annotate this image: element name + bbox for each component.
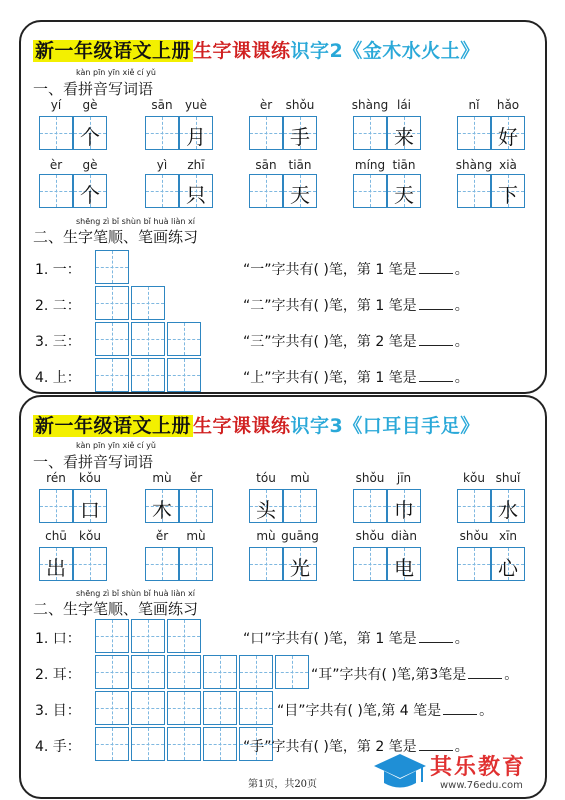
box-character: 月 [186, 125, 206, 149]
question-text: “二”字共有( )笔，第 1 笔是 [243, 298, 417, 314]
pinyin-1: kǒu [463, 471, 485, 485]
box-character: 天 [290, 183, 310, 207]
pinyin-1: yì [156, 158, 168, 172]
writing-box[interactable] [73, 174, 107, 208]
writing-box[interactable] [249, 547, 283, 581]
writing-box[interactable] [387, 489, 421, 523]
stroke-box[interactable] [131, 322, 165, 356]
pinyin-2: mù [290, 471, 310, 485]
writing-box[interactable] [353, 547, 387, 581]
pinyin-1: shǒu [459, 529, 489, 543]
stroke-question [243, 628, 469, 648]
stroke-question [277, 700, 493, 720]
section1-heading: 一、看拼音写词语 [33, 80, 154, 98]
writing-box[interactable] [145, 174, 179, 208]
writing-box[interactable] [73, 489, 107, 523]
pinyin-1: mù [152, 471, 172, 485]
pinyin-2: shǒu [285, 98, 315, 112]
writing-box[interactable] [145, 116, 179, 150]
section1-heading: 一、看拼音写词语 [33, 453, 154, 471]
question-end: 。 [454, 739, 469, 755]
writing-box[interactable] [249, 116, 283, 150]
answer-blank[interactable] [468, 678, 502, 679]
stroke-box[interactable] [167, 619, 201, 653]
stroke-box[interactable] [95, 322, 129, 356]
stroke-box[interactable] [131, 286, 165, 320]
writing-box[interactable] [179, 116, 213, 150]
writing-box[interactable] [283, 489, 317, 523]
box-character: 心 [498, 556, 518, 580]
writing-box[interactable] [457, 116, 491, 150]
stroke-box[interactable] [167, 655, 201, 689]
box-character: 天 [394, 183, 414, 207]
pinyin-2: tiān [288, 158, 312, 172]
question-text: “手”字共有( )笔，第 2 笔是 [243, 739, 417, 755]
writing-box[interactable] [353, 174, 387, 208]
stroke-label: 1. 口： [35, 631, 81, 647]
stroke-label: 4. 手： [35, 739, 81, 755]
stroke-box[interactable] [95, 358, 129, 392]
pinyin-1: nǐ [468, 98, 480, 112]
pinyin-1: shǒu [355, 471, 385, 485]
section1-pinyin: kàn pīn yīn xiě cí yǔ [76, 68, 156, 77]
stroke-box[interactable] [95, 727, 129, 761]
page-footer: 第1页，共20页 [247, 779, 318, 790]
question-end: 。 [479, 703, 494, 719]
worksheet-card-2 [19, 395, 547, 799]
pinyin-1: shàng [455, 158, 493, 172]
question-end: 。 [454, 370, 469, 386]
stroke-box[interactable] [95, 250, 129, 284]
question-text: “三”字共有( )笔，第 2 笔是 [243, 334, 417, 350]
pinyin-2: mù [186, 529, 206, 543]
stroke-box[interactable] [131, 619, 165, 653]
pinyin-2: tiān [392, 158, 416, 172]
answer-blank[interactable] [419, 381, 453, 382]
writing-box[interactable] [145, 547, 179, 581]
writing-box[interactable] [179, 174, 213, 208]
answer-blank[interactable] [419, 345, 453, 346]
title-lesson: 识字3《口耳目手足》 [290, 415, 480, 437]
writing-box[interactable] [73, 116, 107, 150]
writing-box[interactable] [179, 489, 213, 523]
section1-pinyin: kàn pīn yīn xiě cí yǔ [76, 441, 156, 450]
pinyin-1: shàng [351, 98, 389, 112]
pinyin-1: rén [46, 471, 66, 485]
question-text: “目”字共有( )笔,第 4 笔是 [277, 703, 442, 719]
title-grade: 新一年级语文上册 [35, 40, 192, 62]
title-practice: 生字课课练 [193, 415, 291, 437]
box-character: 水 [498, 498, 518, 522]
stroke-box[interactable] [239, 655, 273, 689]
stroke-label: 3. 三： [35, 334, 81, 350]
pinyin-2: shuǐ [495, 471, 521, 485]
stroke-box[interactable] [167, 358, 201, 392]
answer-blank[interactable] [419, 309, 453, 310]
worksheet-card-1 [19, 20, 547, 394]
writing-box[interactable] [457, 489, 491, 523]
writing-box[interactable] [491, 174, 525, 208]
box-character: 口 [80, 498, 100, 522]
stroke-question [311, 664, 518, 684]
box-character: 个 [80, 125, 100, 149]
pinyin-1: èr [259, 98, 273, 112]
pinyin-1: tóu [256, 471, 276, 485]
pinyin-1: mù [256, 529, 276, 543]
answer-blank[interactable] [419, 273, 453, 274]
box-character: 个 [80, 183, 100, 207]
brand-name: 其乐教育 [430, 755, 527, 780]
box-character: 来 [394, 125, 414, 149]
box-character: 出 [46, 556, 66, 580]
stroke-box[interactable] [167, 727, 201, 761]
writing-box[interactable] [179, 547, 213, 581]
card-title [33, 411, 480, 439]
writing-box[interactable] [249, 174, 283, 208]
box-character: 只 [186, 183, 206, 207]
writing-box[interactable] [39, 116, 73, 150]
answer-blank[interactable] [419, 642, 453, 643]
stroke-box[interactable] [95, 286, 129, 320]
writing-box[interactable] [283, 547, 317, 581]
stroke-box[interactable] [131, 727, 165, 761]
pinyin-2: zhī [187, 158, 205, 172]
box-character: 手 [290, 125, 310, 149]
writing-box[interactable] [73, 547, 107, 581]
pinyin-2: kǒu [79, 529, 101, 543]
stroke-label: 1. 一： [35, 262, 81, 278]
box-character: 头 [256, 498, 276, 522]
stroke-label: 2. 二： [35, 298, 81, 314]
section2-heading: 二、生字笔顺、笔画练习 [33, 600, 199, 618]
stroke-box[interactable] [95, 655, 129, 689]
stroke-box[interactable] [167, 322, 201, 356]
box-character: 电 [394, 556, 414, 580]
stroke-question [243, 367, 469, 387]
section2-pinyin: shēng zì bǐ shùn bǐ huà liàn xí [76, 589, 195, 598]
pinyin-2: xīn [498, 529, 518, 543]
stroke-label: 3. 目： [35, 703, 81, 719]
pinyin-2: kǒu [79, 471, 101, 485]
writing-box[interactable] [491, 547, 525, 581]
writing-box[interactable] [283, 174, 317, 208]
pinyin-2: jīn [396, 471, 412, 485]
stroke-label: 2. 耳： [35, 667, 81, 683]
box-character: 下 [498, 183, 518, 207]
graduation-cap-icon [370, 750, 430, 796]
pinyin-2: gè [82, 158, 98, 172]
pinyin-2: xià [499, 158, 517, 172]
title-practice: 生字课课练 [193, 40, 291, 62]
pinyin-1: míng [354, 158, 386, 172]
writing-box[interactable] [145, 489, 179, 523]
answer-blank[interactable] [443, 714, 477, 715]
question-text: “耳”字共有( )笔,第3笔是 [311, 667, 467, 683]
pinyin-1: sān [151, 98, 173, 112]
pinyin-1: shǒu [355, 529, 385, 543]
question-end: 。 [454, 631, 469, 647]
pinyin-2: diàn [391, 529, 417, 543]
pinyin-2: guāng [281, 529, 319, 543]
brand-url: www.76edu.com [440, 780, 523, 791]
box-character: 好 [498, 125, 518, 149]
question-end: 。 [504, 667, 519, 683]
writing-box[interactable] [491, 489, 525, 523]
pinyin-1: chū [45, 529, 67, 543]
question-end: 。 [454, 334, 469, 350]
box-character: 光 [290, 556, 310, 580]
question-text: “一”字共有( )笔，第 1 笔是 [243, 262, 417, 278]
stroke-box[interactable] [131, 358, 165, 392]
stroke-box[interactable] [203, 727, 237, 761]
stroke-box[interactable] [95, 619, 129, 653]
writing-box[interactable] [387, 547, 421, 581]
card-title [33, 36, 480, 64]
stroke-box[interactable] [131, 655, 165, 689]
question-text: “口”字共有( )笔，第 1 笔是 [243, 631, 417, 647]
stroke-box[interactable] [167, 691, 201, 725]
pinyin-2: gè [82, 98, 98, 112]
writing-box[interactable] [457, 174, 491, 208]
pinyin-2: hǎo [496, 98, 520, 112]
stroke-box[interactable] [203, 691, 237, 725]
stroke-label: 4. 上： [35, 370, 81, 386]
question-end: 。 [454, 262, 469, 278]
question-end: 。 [454, 298, 469, 314]
box-character: 巾 [394, 498, 414, 522]
section2-pinyin: shēng zì bǐ shùn bǐ huà liàn xí [76, 217, 195, 226]
writing-box[interactable] [387, 174, 421, 208]
stroke-question [243, 259, 469, 279]
question-text: “上”字共有( )笔，第 1 笔是 [243, 370, 417, 386]
writing-box[interactable] [457, 547, 491, 581]
writing-box[interactable] [491, 116, 525, 150]
title-lesson: 识字2《金木水火土》 [290, 40, 480, 62]
writing-box[interactable] [39, 174, 73, 208]
section2-heading: 二、生字笔顺、笔画练习 [33, 228, 199, 246]
pinyin-1: èr [49, 158, 63, 172]
writing-box[interactable] [283, 116, 317, 150]
title-grade: 新一年级语文上册 [35, 415, 192, 437]
stroke-question [243, 331, 469, 351]
box-character: 木 [152, 498, 172, 522]
pinyin-1: ěr [155, 529, 169, 543]
pinyin-2: yuè [184, 98, 208, 112]
stroke-box[interactable] [275, 655, 309, 689]
stroke-box[interactable] [239, 691, 273, 725]
stroke-question [243, 295, 469, 315]
pinyin-1: yí [50, 98, 62, 112]
writing-box[interactable] [249, 489, 283, 523]
writing-box[interactable] [353, 116, 387, 150]
writing-box[interactable] [387, 116, 421, 150]
brand-watermark [370, 748, 560, 798]
pinyin-1: sān [255, 158, 277, 172]
writing-box[interactable] [353, 489, 387, 523]
writing-box[interactable] [39, 547, 73, 581]
pinyin-2: ěr [189, 471, 203, 485]
stroke-box[interactable] [95, 691, 129, 725]
pinyin-2: lái [396, 98, 412, 112]
stroke-box[interactable] [131, 691, 165, 725]
stroke-box[interactable] [203, 655, 237, 689]
writing-box[interactable] [39, 489, 73, 523]
